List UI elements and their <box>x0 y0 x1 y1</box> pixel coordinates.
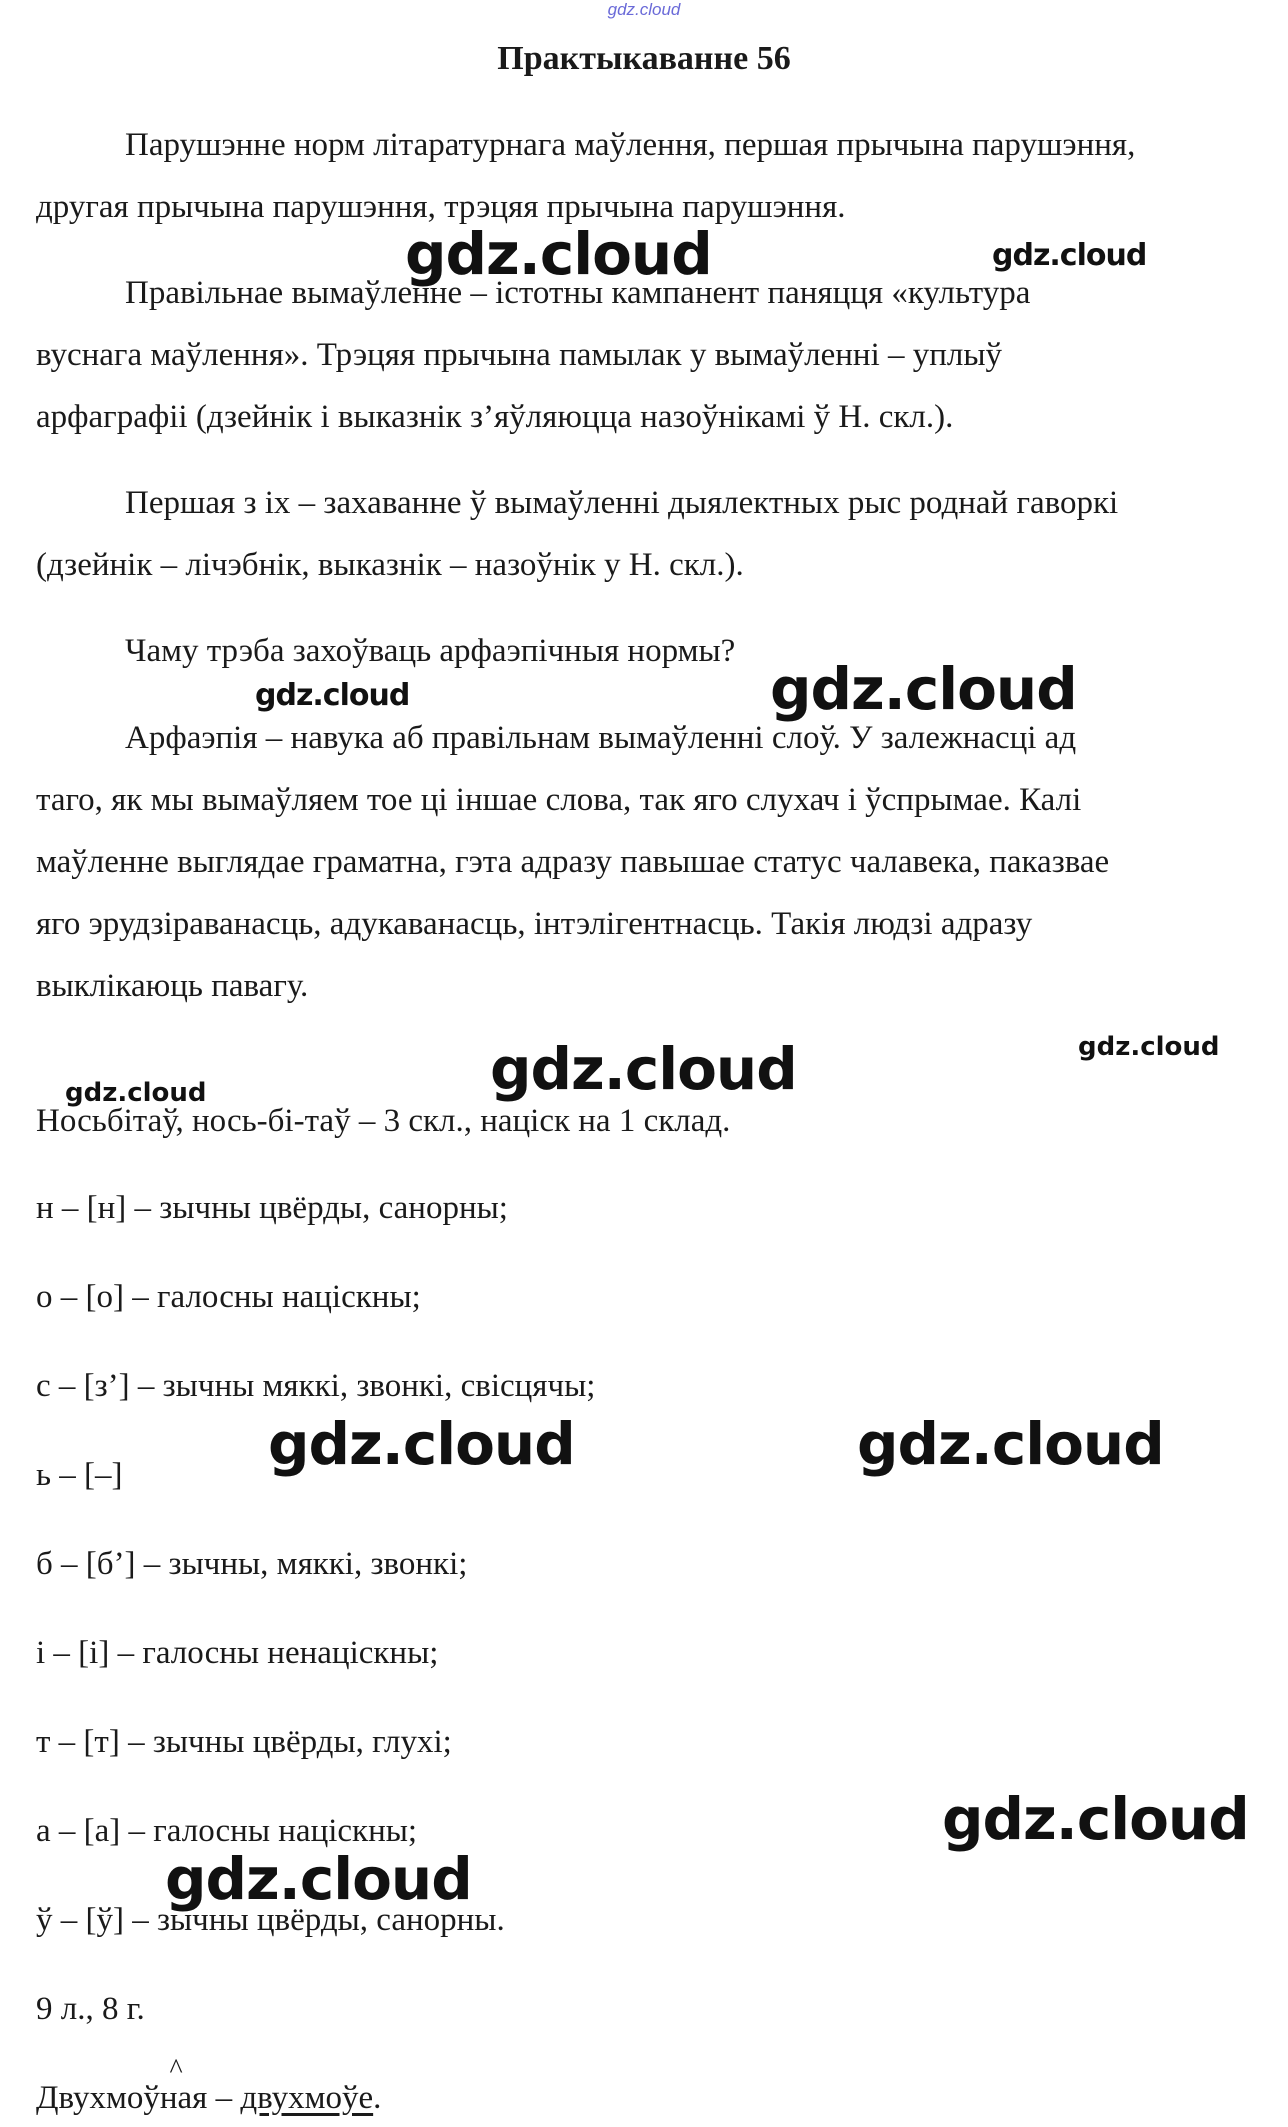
watermark: gdz.cloud <box>490 1035 797 1103</box>
word-analysis-line: Носьбітаў, нось-бі-таў – 3 скл., націск на 1 склад. <box>36 1103 731 1139</box>
paragraph-line: маўленне выглядае граматна, гэта адразу павышае статус чалавека, паказвае <box>36 844 1110 880</box>
stress-caret-icon: ^ <box>169 2054 183 2085</box>
question-line: Чаму трэба захоўваць арфаэпічныя нормы? <box>125 633 736 669</box>
letter-analysis-line: о – [о] – галосны націскны; <box>36 1279 421 1315</box>
paragraph-line: Правільнае вымаўленне – істотны кампанент паняцця «культура <box>125 275 1031 311</box>
watermark: gdz.cloud <box>255 678 410 713</box>
letter-analysis-line: ь – [–] <box>36 1457 123 1493</box>
watermark: gdz.cloud <box>65 1078 207 1108</box>
paragraph-line: другая прычына парушэння, трэцяя прычына парушэння. <box>36 189 846 225</box>
paragraph-line: Парушэнне норм літаратурнага маўлення, першая прычына парушэння, <box>125 127 1136 163</box>
paragraph-line: Арфаэпія – навука аб правільнам вымаўленні слоў. У залежнасці ад <box>125 720 1077 756</box>
letter-analysis-line: ў – [ў] – зычны цвёрды, санорны. <box>36 1902 505 1938</box>
paragraph-line: яго эрудзіраванасць, адукаванасць, інтэлігентнасць. Такія людзі адразу <box>36 906 1033 942</box>
watermark: gdz.cloud <box>1078 1032 1220 1062</box>
letter-sound-count: 9 л., 8 г. <box>36 1991 145 2027</box>
letter-analysis-line: т – [т] – зычны цвёрды, глухі; <box>36 1724 452 1760</box>
paragraph-line: таго, як мы вымаўляем тое ці іншае слова, так яго слухач і ўспрымае. Калі <box>36 782 1082 818</box>
word-end: . <box>373 2080 382 2116</box>
word-part: я – <box>192 2080 241 2116</box>
letter-analysis-line: б – [б’] – зычны, мяккі, звонкі; <box>36 1546 468 1582</box>
word-part: Двухмоў <box>36 2080 160 2116</box>
watermark: gdz.cloud <box>165 1845 472 1913</box>
page-title: Практыкаванне 56 <box>497 40 791 77</box>
watermark: gdz.cloud <box>268 1410 575 1478</box>
letter-analysis-line: а – [а] – галосны націскны; <box>36 1813 418 1849</box>
watermark: gdz.cloud <box>405 220 712 288</box>
watermark: gdz.cloud <box>857 1410 1164 1478</box>
watermark: gdz.cloud <box>992 238 1147 273</box>
underlined-word: двухмоўе <box>240 2080 374 2116</box>
letter-analysis-line: н – [н] – зычны цвёрды, санорны; <box>36 1190 508 1226</box>
word-formation-line <box>36 2054 382 2117</box>
letter-analysis-line: с – [з’] – зычны мяккі, звонкі, свісцячы; <box>36 1368 596 1404</box>
paragraph-line: Першая з іх – захаванне ў вымаўленні дыялектных рыс роднай гаворкі <box>125 485 1119 521</box>
paragraph-line: выклікаюць павагу. <box>36 968 309 1004</box>
paragraph-line: вуснага маўлення». Трэцяя прычына памылак у вымаўленні – уплыў <box>36 337 1003 373</box>
paragraph-line: (дзейнік – лічэбнік, выказнік – назоўнік у Н. скл.). <box>36 547 744 583</box>
watermark: gdz.cloud <box>770 655 1077 723</box>
source-watermark: gdz.cloud <box>607 0 681 19</box>
paragraph-line: арфаграфіі (дзейнік і выказнік з’яўляюцца назоўнікамі ў Н. скл.). <box>36 399 954 435</box>
stressed-syllable: ^ на <box>159 2054 193 2116</box>
letter-analysis-line: і – [і] – галосны ненаціскны; <box>36 1635 439 1671</box>
watermark: gdz.cloud <box>942 1785 1249 1853</box>
